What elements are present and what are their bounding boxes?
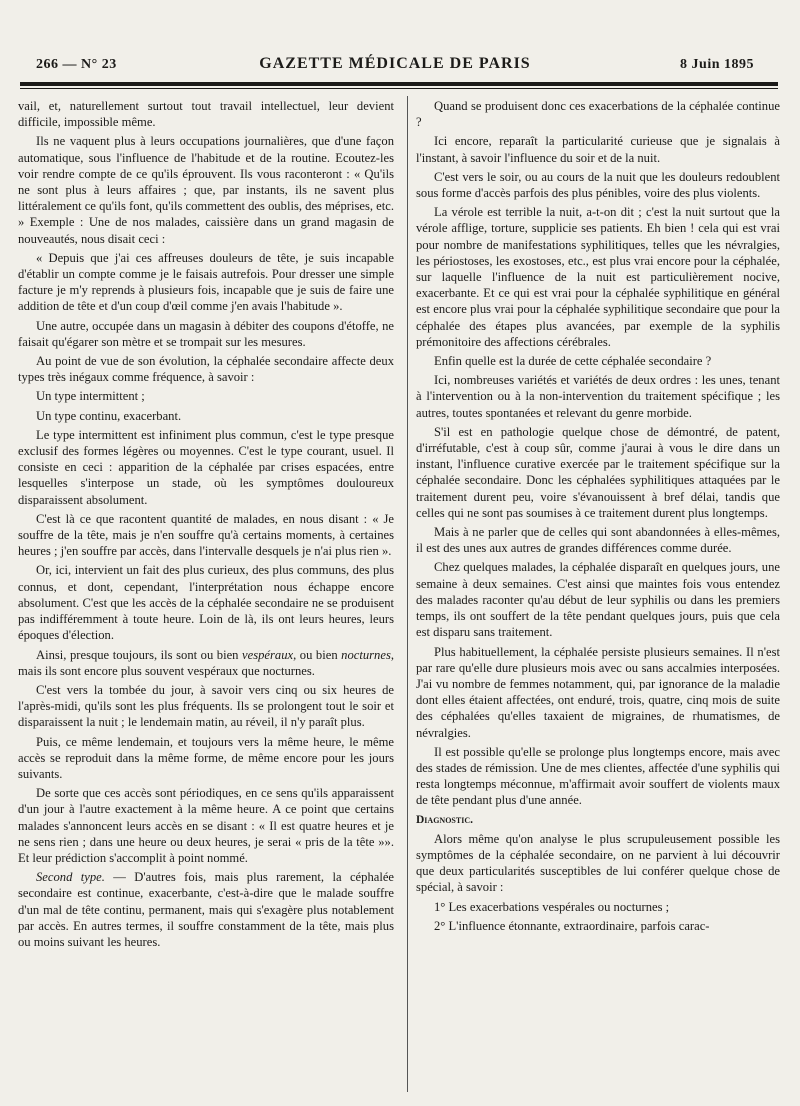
paragraph: Au point de vue de son évolution, la céphalée secondaire affecte deux types très inégaux comme fréquence, à savoir : <box>18 354 394 385</box>
paragraph: « Depuis que j'ai ces affreuses douleurs de tête, je suis incapable d'établir un compte comme je le faisais autrefois. Pour dresser une simple facture je m'y reprends à plusieurs fois, incapable que je suis de faire une addition de tête et d'un coup d'œil comme j'en avais l'habitude ». <box>18 250 394 314</box>
paragraph: Ils ne vaquent plus à leurs occupations journalières, que d'une façon automatique, sous l'influence de l'habitude et de la routine. Ecoutez-les voir rendre compte de ce qu'ils éprouvent. Ils vous raconteront : « Qu'ils ne sont plus à leurs affaires ; que, par instants, ils ne savent plus littéralement ce qu'ils font, qu'ils commettent des oublis, des méprises, etc. » Exemple : Une de nos malades, caissière dans un grand magasin de nouveautés, nous disait ceci : <box>18 134 394 246</box>
text-run: — D'autres fois, mais plus rarement, la céphalée secondaire est continue, exacerbante, c'est-à-dire que le malade souffre d'un mal de tête continu, permanent, mais qui s'exagère plus notablement par accès. En autres termes, il souffre constamment de la tête, mais plus ou moins suivant les heures. <box>18 870 395 949</box>
paragraph: Puis, ce même lendemain, et toujours vers la même heure, le même accès se reproduit dans la même forme, de même encore pour les jours suivants. <box>18 734 394 781</box>
paragraph: S'il est en pathologie quelque chose de démontré, de patent, d'irréfutable, c'est à coup sûr, comme j'aurai à vous le dire dans un instant, l'influence curative exercée par le traitement spécifique sur la céphalée secondaire. Donc les céphalées syphilitiques attaquées par le traitement durent peu, voire s'évanouissent à bref délai, tandis que celles qui ne sont pas soumises à ce traitement durent plus longtemps. <box>416 424 780 520</box>
paragraph: Ici encore, reparaît la particularité curieuse que je signalais à l'instant, à savoir l'influence du soir et de la nuit. <box>416 134 780 165</box>
paragraph: Enfin quelle est la durée de cette céphalée secondaire ? <box>434 354 712 369</box>
paragraph <box>18 647 394 679</box>
text-run: Ainsi, presque toujours, ils sont ou bien <box>36 647 243 662</box>
lead-in-text: Second type. <box>36 870 105 885</box>
paragraph: C'est vers la tombée du jour, à savoir vers cinq ou six heures de l'après-midi, qu'ils sont les plus fréquents. Ils se prolongent tout le soir et disparaissent la nuit ; le lendemain matin, au réveil, il n'y paraît plus. <box>18 682 394 730</box>
text-run: , mais ils sont encore plus souvent vespéraux que nocturnes. <box>18 647 394 678</box>
journal-title: GAZETTE MÉDICALE DE PARIS <box>259 55 531 72</box>
paragraph: 2° L'influence étonnante, extraordinaire, parfois carac- <box>434 918 710 933</box>
header-rule-thick <box>20 82 778 86</box>
right-column <box>416 98 780 937</box>
paragraph <box>18 869 394 950</box>
header-rule-thin <box>20 88 778 89</box>
paragraph: La vérole est terrible la nuit, a-t-on dit ; c'est la nuit surtout que la vérole afflige, torture, supplicie ses patients. Eh bien ! cela qui est vrai pour nombre de manifestations syphilitiques, telles que les névralgies, les périostoses, les exostoses, etc., est plus vrai encore pour la céphalée, sur laquelle l'influence de la nuit est particulièrement nocive, exacerbante. Et ce qui est vrai pour la céphalée syphilitique en général est encore plus vrai pour la céphalée syphilitique secondaire que pour la céphalée des étapes plus avancées, par exemple de la syphilis prémonitoire des affections cérébrales. <box>416 205 780 349</box>
left-column <box>18 98 394 953</box>
paragraph: Quand se produisent donc ces exacerbations de la céphalée continue ? <box>416 99 780 130</box>
emphasis-text: nocturnes <box>341 647 391 662</box>
paragraph: Chez quelques malades, la céphalée disparaît en quelques jours, une semaine à deux semaines. C'est ainsi que maintes fois vous entendez des malades raconter qu'au début de leur syphilis ou dans les premiers temps, ils ont souffert de la tête pendant quelques jours, puis que cela est disparu sans traitement. <box>416 560 780 640</box>
paragraph: De sorte que ces accès sont périodiques, en ce sens qu'ils apparaissent d'un jour à l'autre exactement à la même heure. A ce point que certains malades s'annoncent leurs accès en se disant : « Il est quatre heures et je ne sens rien ; dans une heure ou deux heures, je serai « pris de la tête »». Et leur prédiction s'accomplit à point nommé. <box>18 786 394 865</box>
paragraph: 1° Les exacerbations vespérales ou nocturnes ; <box>434 899 670 914</box>
paragraph: Plus habituellement, la céphalée persiste plusieurs semaines. Il n'est par rare qu'elle dure plusieurs mois avec ou sans accalmies interposées. J'ai vu nombre de femmes notamment, qui, par ignorance de la maladie dont elles étaient affectées, ont enduré, trois, quatre, cinq mois de suite des céphalées qu'elles taxaient de migraines, de rhumatismes, de névralgies. <box>416 644 780 740</box>
paragraph: Mais à ne parler que de celles qui sont abandonnées à elles-mêmes, il est des unes aux autres de grandes différences comme durée. <box>416 525 780 556</box>
issue-date: 8 Juin 1895 <box>680 57 754 72</box>
paragraph: Le type intermittent est infiniment plus commun, c'est le type presque exclusif des formes légères ou moyennes. C'est le type courant, usuel. Il consiste en ceci : apparition de la céphalée par crises espacées, entre lesquelles s'interpose un stade, où les symptômes douloureux disparaissent absolument. <box>18 427 394 507</box>
paragraph: Ici, nombreuses variétés et variétés de deux ordres : les unes, tenant à l'intervention ou à la non-intervention du traitement spécifique ; les autres, toutes spontanées et relevant du genre morbide. <box>416 373 780 420</box>
emphasis-text: vespéraux <box>242 647 294 662</box>
paragraph: vail, et, naturellement surtout tout travail intellectuel, leur devient difficile, impossible même. <box>18 99 394 130</box>
paragraph: Une autre, occupée dans un magasin à débiter des coupons d'étoffe, ne faisait qu'égarer son mètre et se trompait sur les mesures. <box>18 318 394 349</box>
column-divider <box>407 96 408 1092</box>
paragraph: C'est là ce que racontent quantité de malades, en nous disant : « Je souffre de la tête, mais je n'en souffre qu'à certains moments, à certaines heures ; j'en souffre par accès, dans l'intervalle desquels je n'ai plus rien ». <box>18 511 394 559</box>
paragraph: Il est possible qu'elle se prolonge plus longtemps encore, mais avec des stades de rémission. Une de mes clientes, affectée d'une syphilis qui resta longtemps méconnue, m'affirmait avoir souffert de violents maux de tête pendant plus d'une année. <box>416 744 780 808</box>
page-number: 266 — N° 23 <box>36 57 117 72</box>
paragraph: C'est vers le soir, ou au cours de la nuit que les douleurs redoublent sous forme d'accès parfois des plus pénibles, voire des plus violents. <box>416 169 780 201</box>
paragraph: Or, ici, intervient un fait des plus curieux, des plus communs, des plus connus, et dont, cependant, l'interprétation nous échappe encore absolument. C'est que les accès de la céphalée secondaire ne se produisent pas indifféremment à toute heure. Loin de là, ils ont leurs heures, leurs époques d'élection. <box>18 563 394 643</box>
section-heading: Diagnostic. <box>416 813 473 826</box>
text-run: , ou bien <box>293 647 342 662</box>
paragraph: Un type continu, exacerbant. <box>36 408 182 423</box>
page-header <box>36 55 754 77</box>
paragraph: Un type intermittent ; <box>36 389 145 404</box>
paragraph: Alors même qu'on analyse le plus scrupuleusement possible les symptômes de la céphalée secondaire, on ne parvient à lui découvrir que deux particularités susceptibles de lui conférer quelque chose de spécial, à savoir : <box>416 831 780 895</box>
